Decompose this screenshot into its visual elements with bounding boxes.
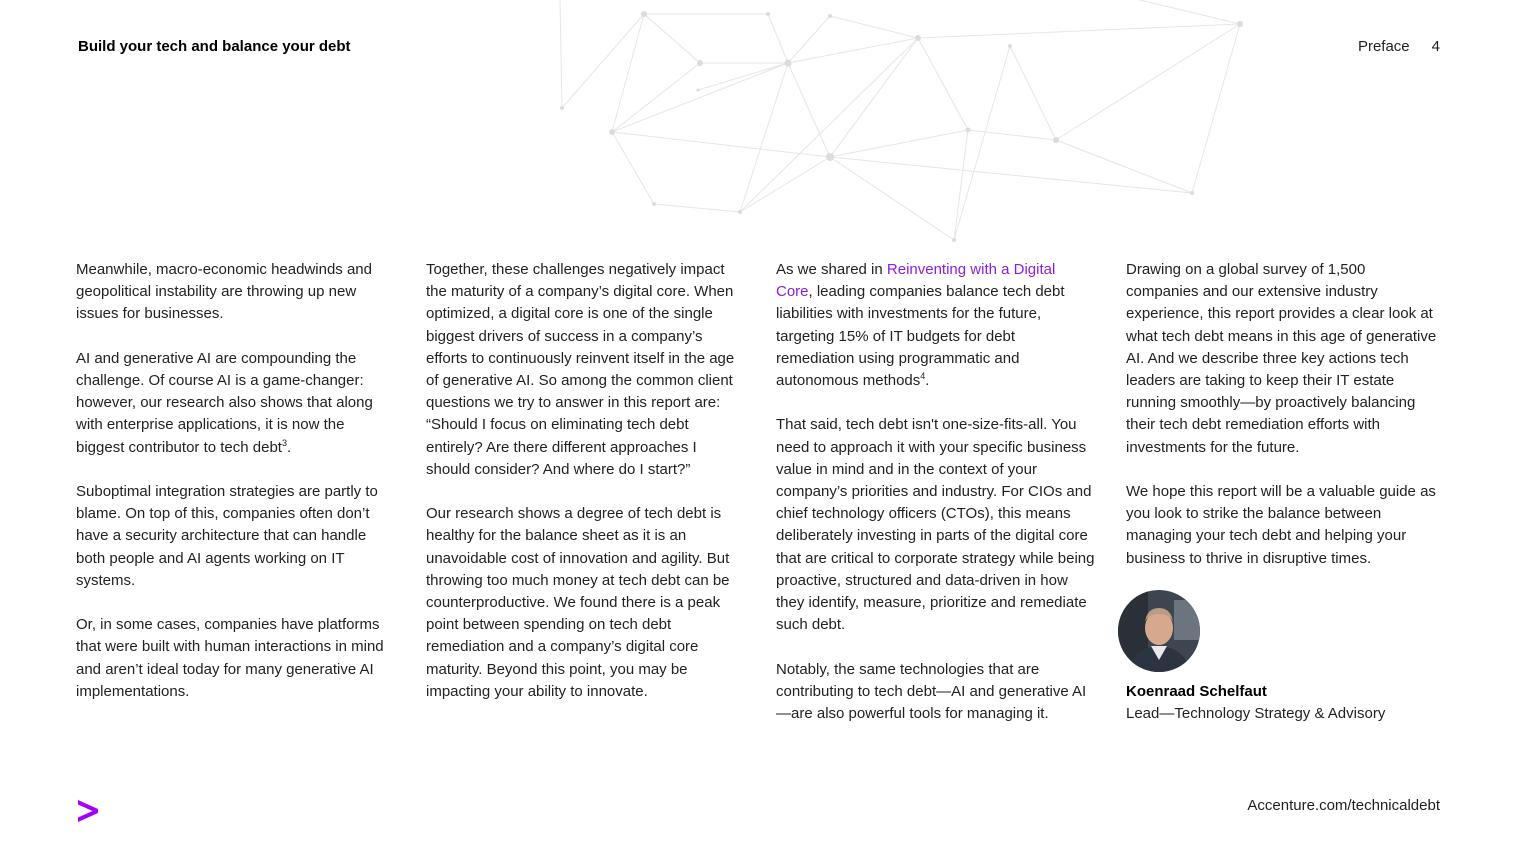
author-avatar: [1118, 590, 1200, 672]
document-title: Build your tech and balance your debt: [78, 38, 351, 55]
paragraph-text: AI and generative AI are compounding the challenge. Of course AI is a game-changer: however, our research also shows that along with enterprise applications, it is now the biggest contributor to tech debt: [76, 349, 373, 456]
text-column-4: [1126, 259, 1441, 592]
paragraph: Suboptimal integration strategies are partly to blame. On top of this, companies often don’t have a security architecture that can handle both people and AI agents working on IT systems.: [76, 483, 378, 589]
network-graph-decoration: [540, 0, 1260, 260]
paragraph: [776, 259, 1096, 392]
text-column-2: [426, 259, 736, 725]
paragraph: Our research shows a degree of tech debt is healthy for the balance sheet as it is an unavoidable cost of innovation and agility. But throwing too much money at tech debt can be counterproductive. We found there is a peak point between spending on tech debt remediation and a company’s digital core maturity. Beyond this point, you may be impacting your ability to innovate.: [426, 505, 730, 700]
footnote-ref[interactable]: 3: [281, 437, 287, 448]
paragraph: [76, 348, 396, 459]
text-column-1: [76, 259, 396, 725]
digital-core-report-link[interactable]: Reinventing with a Digital Core: [776, 261, 1056, 301]
author-name: Koenraad Schelfaut: [1126, 683, 1267, 700]
page-header-right: [1358, 38, 1440, 55]
footer-url-link[interactable]: Accenture.com/technicaldebt: [1247, 797, 1440, 814]
text-column-3: [776, 259, 1096, 747]
accenture-chevron-icon[interactable]: [76, 799, 100, 823]
paragraph-text: As we shared in: [776, 261, 887, 278]
paragraph: That said, tech debt isn't one-size-fits-all. You need to approach it with your specific business value in mind and in the context of your company’s priorities and industry. For CIOs and chief technology officers (CTOs), this means deliberately investing in parts of the digital core that are critical to corporate strategy while being proactive, structured and data-driven in how they identify, measure, prioritize and remediate such debt.: [776, 416, 1095, 634]
paragraph: Or, in some cases, companies have platforms that were built with human interactions in mind and aren’t ideal today for many generative AI implementations.: [76, 616, 384, 700]
paragraph-text: , leading companies balance tech debt liabilities with investments for the future, targeting 15% of IT budgets for debt remediation using programmatic and autonomous methods: [776, 283, 1065, 390]
page-number: 4: [1431, 38, 1440, 55]
paragraph: Together, these challenges negatively impact the maturity of a company’s digital core. When optimized, a digital core is one of the single biggest drivers of success in a company’s efforts to continuously reinvent itself in the age of generative AI. So among the common client questions we try to answer in this report are: “Should I focus on eliminating tech debt entirely? Are there different approaches I should consider? And where do I start?”: [426, 261, 735, 478]
section-name: Preface: [1357, 38, 1410, 55]
footnote-ref[interactable]: 4: [920, 371, 926, 382]
paragraph: Meanwhile, macro-economic headwinds and geopolitical instability are throwing up new issues for businesses.: [76, 261, 372, 323]
paragraph: We hope this report will be a valuable guide as you look to strike the balance between managing your tech debt and helping your business to thrive in disruptive times.: [1126, 483, 1436, 567]
paragraph: Notably, the same technologies that are contributing to tech debt—AI and generative AI—are also powerful tools for managing it.: [776, 660, 1087, 723]
paragraph: Drawing on a global survey of 1,500 companies and our extensive industry experience, this report provides a clear look at what tech debt means in this age of generative AI. And we describe three key actions tech leaders are taking to keep their IT estate running smoothly—by proactively balancing their tech debt remediation efforts with investments for the future.: [1126, 261, 1437, 456]
paragraph-end: .: [925, 372, 930, 390]
paragraph-end: .: [286, 438, 292, 456]
author-role: Lead—Technology Strategy & Advisory: [1126, 705, 1386, 722]
